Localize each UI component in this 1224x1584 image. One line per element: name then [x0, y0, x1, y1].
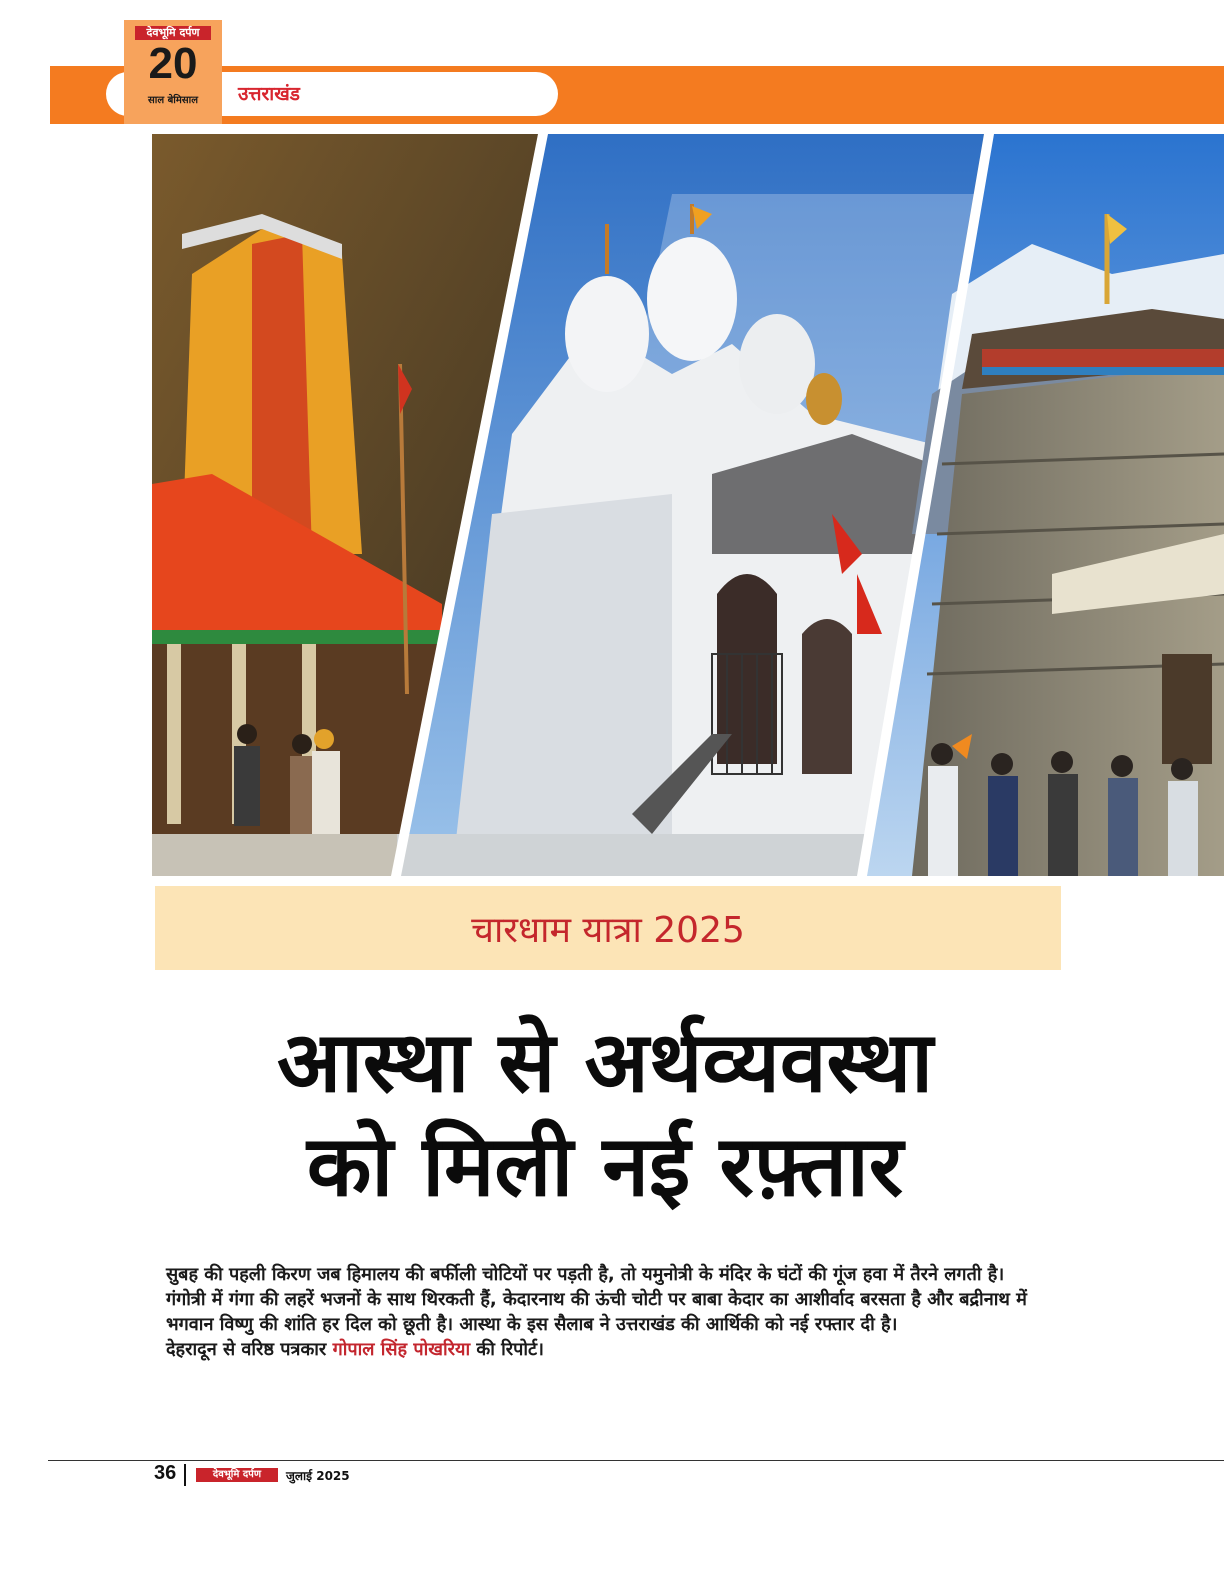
badge-subtitle: साल बेमिसाल	[147, 95, 199, 106]
badge-number: 20	[148, 39, 198, 88]
intro-paragraph: सुबह की पहली किरण जब हिमालय की बर्फीली चोटियों पर पड़ती है, तो यमुनोत्री के मंदिर के घंटों की गूंज हवा में तैरने लगती है। गंगोत्री में गंगा की लहरें भजनों के साथ थिरकती हैं, केदारनाथ की ऊंची चोटी पर बाबा केदार का आशीर्वाद बरसता है और बद्रीनाथ में भगवान विष्णु की शांति हर दिल को छूती है। आस्था के इस सैलाब ने उत्तराखंड की आर्थिकी को नई रफ्तार दी है।	[166, 1264, 1027, 1335]
footer-divider	[184, 1464, 186, 1486]
footer-rule	[48, 1460, 1224, 1461]
anniversary-badge	[124, 20, 222, 124]
headline-line-2: को मिली नई रफ़्तार	[306, 1117, 904, 1215]
byline-prefix: देहरादून से वरिष्ठ पत्रकार	[166, 1339, 333, 1360]
kicker-banner	[155, 886, 1061, 970]
badge-brand-logo: देवभूमि दर्पण	[135, 26, 211, 40]
temple-photo-collage	[152, 134, 1224, 876]
byline-suffix: की रिपोर्ट।	[470, 1339, 544, 1360]
kicker-text: चारधाम यात्रा 2025	[471, 909, 745, 951]
footer-brand-logo: देवभूमि दर्पण	[196, 1468, 278, 1482]
intro-standfirst	[166, 1262, 1046, 1362]
author-name: गोपाल सिंह पोखरिया	[332, 1339, 471, 1360]
byline	[166, 1337, 1046, 1362]
section-label: उत्तराखंड	[238, 83, 300, 105]
headline	[150, 1010, 1060, 1218]
headline-line-1: आस्था से अर्थव्यवस्था	[277, 1013, 933, 1111]
footer-date: जुलाई 2025	[286, 1469, 350, 1483]
page-number: 36	[154, 1462, 177, 1484]
